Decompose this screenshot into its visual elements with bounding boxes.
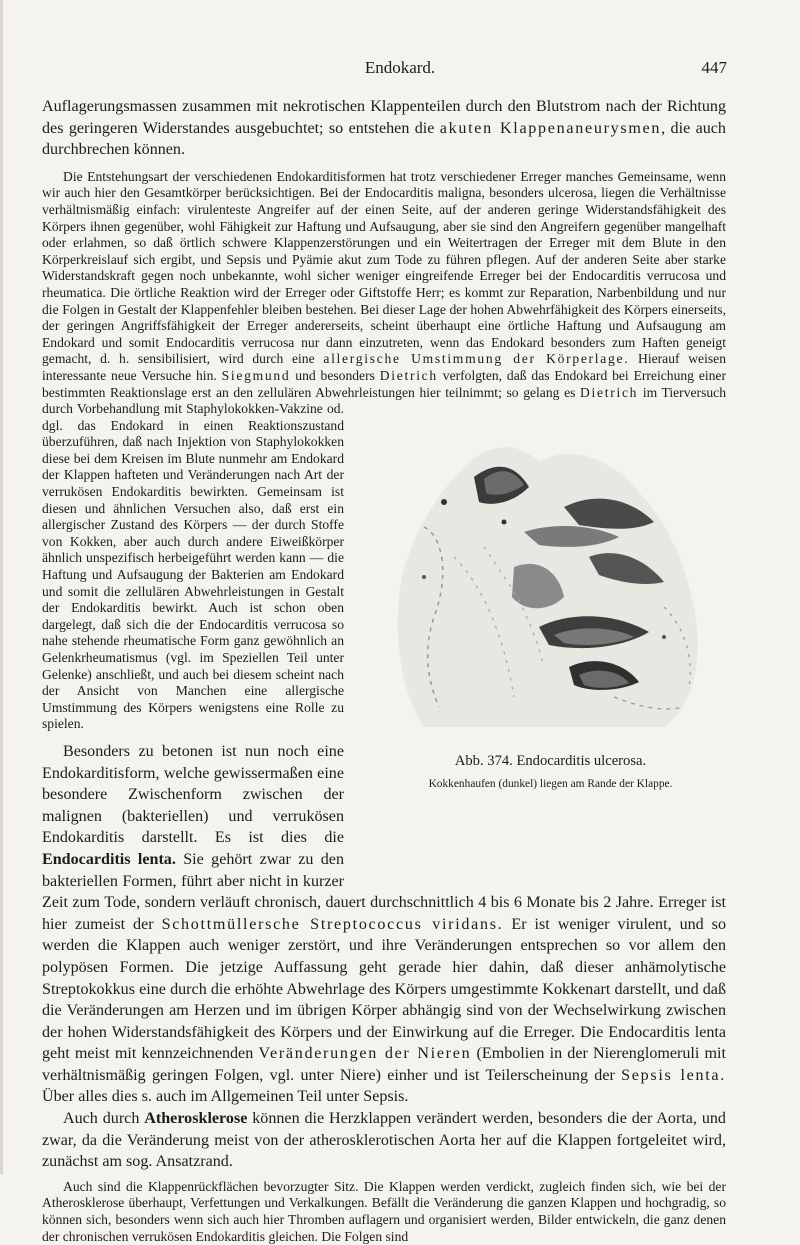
paragraph-3: Besonders zu betonen ist nun noch eine Endokarditisform, welche gewissermaßen eine besondere Zwischenform zwischen der malignen (bakteriellen) und verrukösen Endokarditis darstellt. Es ist dies die Endocarditis lenta. Sie gehört zwar zu den bakteriellen Formen, führt aber nicht in kurzer Zeit zum Tode, sondern verläuft chronisch, dauert durchschnittlich 4 bis 6 Monate bis 2 Jahre. Erreger ist hier zumeist der Schottmüllersche Streptococcus viridans. Er ist weniger virulent, und so werden die Klappen auch weniger zerstört, und ihre Veränderungen entsprechen so vor allem den polypösen Formen. Die jetzige Auffassung geht gerade hier dahin, daß dieser anhämolytische Streptokokkus eine durch die erhöhte Abwehrlage des Körpers umgestimmte Kokkenart darstellt, und daß die Veränderungen am Herzen und im übrigen Körper abhängig sind von der Wechselwirkung zwischen der hohen Widerstandsfähigkeit des Körpers und der Einwirkung auf die Erreger. Die Endocarditis lenta geht meist mit kennzeichnenden Veränderungen der Nieren (Embolien in der Nierenglomeruli mit verhältnismäßig geringen Folgen, vgl. unter Niere) einher und ist Teilerscheinung der Sepsis lenta. Über alles dies s. auch im Allgemeinen Teil unter Sepsis. bbox=[42, 742, 727, 1106]
emphasis-spaced: allergische Umstimmung der Körperlage. bbox=[323, 351, 630, 367]
figure-float bbox=[354, 407, 726, 873]
author-name: Dietrich bbox=[580, 384, 639, 400]
emphasis-spaced: Schottmüllersche Streptococcus viridans. bbox=[161, 915, 504, 933]
figure-subcaption: Kokkenhaufen (dunkel) liegen am Rande der Klappe. bbox=[428, 778, 673, 791]
emphasis-spaced: Veränderungen der Nieren bbox=[258, 1045, 472, 1063]
emphasis-spaced: Sepsis lenta. bbox=[621, 1066, 726, 1084]
figure-caption: Abb. 374. Endocarditis ulcerosa. bbox=[454, 753, 647, 770]
author-name: Siegmund bbox=[221, 367, 291, 383]
paragraph-1: Auflagerungsmassen zusammen mit nekrotischen Klappenteilen durch den Blutstrom nach der Richtung des geringeren Widerstandes ausgebuchtet; so entstehen die akuten Klappenaneurysmen, die auch durchbrechen können. bbox=[42, 98, 726, 159]
paragraph-2: Die Entstehungsart der verschiedenen Endokarditisformen hat trotz verschiedener Erreger manches Gemeinsame, wenn wir auch hier den Gesamtkörper berücksichtigen. Bei der Endocarditis maligna, besonders ulcerosa, liegen die Verhältnisse verhältnismäßig einfach: virulenteste Angreifer auf der einen Seite, auf der anderen geringe Widerstandsfähigkeit des Körpers ihnen gegenüber, wohl Fähigkeit zur Haftung und Aufsaugung, aber sie sind den Angreifern gegenüber mangelhaft oder erlahmen, so daß örtlich schwere Klappenzerstörungen und ein Weitertragen der Erreger mit dem Blute in den Körperkreislauf sich ergibt, und Sepsis und Pyämie akut zum Tode zu führen pflegen. Auf der anderen Seite aber starke Widerstandskraft gegen noch unbekannte, wohl sicher weniger eingreifende Erreger bei der Endocarditis verrucosa und rheumatica. Die örtliche Reaktion wird der Erreger oder Giftstoffe Herr; es kommt zur Reparation, Narbenbildung und nur die Folgen in Gestalt der Klappenfehler bleiben bestehen. Bei dieser Lage der hohen Abwehrfähigkeit des Körpers einerseits, der geringen Angriffsfähigkeit der Erreger andererseits, scheint überhaupt eine örtliche Haftung und Aufsaugung am Endokard und somit Endocarditis verrucosa nur dann einzutreten, wenn das Endokard besonders zum Haften geneigt gemacht, d. h. sensibilisiert, wird durch eine allergische Umstimmung der Körperlage. Hierauf weisen interessante neue Versuche hin. Siegmund und besonders Dietrich verfolgten, daß das Endokard bei Erreichung einer bestimmten Reaktionslage erst an den zellulären Abwehrleistungen hier teilnimmt; so gelang es Abb. 374. Endocarditis ulcerosa. Kokkenhaufen (dunkel) liegen am Rande der Klappe. Dietrich im Tierversuch durch Vorbehandlung mit Staphylokokken-Vakzine od. dgl. das Endokard in einen Reaktionszustand überzuführen, daß nach Injektion von Staphylokokken diese bei dem Kreisen im Blute nunmehr am Endokard der Klappen hafteten und Veränderungen nach Art der verrukösen Endokarditis bewirkten. Gemeinsam ist diesen und ähnlichen Versuchen also, daß erst ein allergischer Zustand des Körpers — der durch Stoffe von Kokken, aber auch durch andere Eiweißkörper ähnlich unspezifisch herbeigeführt werden kann — die Haftung und Aufsaugung der Bakterien am Endokard und somit die zellulären Abwehrleistungen in Gestalt der Endokarditis bewirkt. Auch ist schon oben dargelegt, daß sich die der Endocarditis verrucosa so nahe stehende rheumatische Form ganz gewöhnlich an Gelenkrheumatismus (vgl. im Speziellen Teil unter Gelenke) anschließt, und auch bei diesem scheint nach der Ansicht von Manchen eine allergische Umstimmung des Körpers wenigstens eine Rolle zu spielen. bbox=[42, 169, 726, 733]
main-text bbox=[42, 96, 726, 1245]
page-edge bbox=[0, 0, 3, 1174]
term-endocarditis-lenta: Endocarditis lenta. bbox=[42, 850, 176, 868]
page-number: 447 bbox=[701, 58, 727, 77]
figure-374 bbox=[354, 407, 726, 873]
term-atherosklerose: Atherosklerose bbox=[144, 1110, 248, 1128]
histology-image bbox=[364, 407, 712, 743]
header-title: Endokard. bbox=[364, 58, 436, 77]
emphasis-spaced: akuten Klappenaneurysmen bbox=[439, 119, 662, 137]
paragraph-4: Auch durch Atherosklerose können die Herzklappen verändert werden, besonders die der Aorta, und zwar, da die Veränderung meist von der atherosklerotischen Aorta her auf die Klappen fortgeleitet wird, zunächst am sog. Ansatzrand. bbox=[42, 1110, 726, 1171]
author-name: Dietrich bbox=[379, 367, 438, 383]
paragraph-5: Auch sind die Klappenrückflächen bevorzugter Sitz. Die Klappen werden verdickt, zugleich finden sich, wie bei der Atherosklerose überhaupt, Verfettungen und Verkalkungen. Befällt die Veränderung die ganzen Klappen und hochgradig, so können sich, besonders wenn sich auch hier Thromben auflagern und organisiert werden, Bilder entwickeln, die ganz denen der chronischen verrukösen Endokarditis gleichen. Die Folgen sind bbox=[42, 1178, 726, 1244]
running-header bbox=[0, 58, 800, 80]
